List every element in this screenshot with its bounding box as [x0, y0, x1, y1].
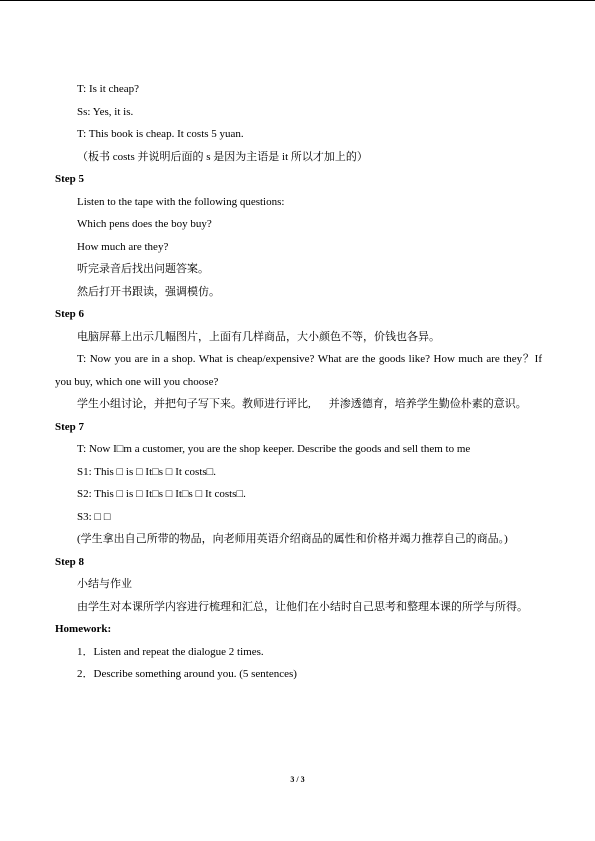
step-7-line: S1: This □ is □ It□s □ It costs□.: [77, 465, 217, 478]
step-6-heading: Step 6: [55, 308, 85, 320]
step-6-line: 电脑屏幕上出示几幅图片，上面有几样商品，大小颜色不等，价钱也各异。: [77, 330, 440, 343]
step-6-paragraph: [55, 393, 542, 416]
step-5-line: 然后打开书跟读，强调模仿。: [77, 285, 220, 298]
step-8-heading: Step 8: [55, 555, 85, 568]
homework-item: 1．Listen and repeat the dialogue 2 times.: [77, 645, 264, 658]
step-6-text: 并渗透德育，培养学生勤俭朴素的意识。: [328, 398, 527, 410]
step-5-question: Which pens does the boy buy?: [77, 218, 212, 230]
header-rule: [0, 0, 595, 1]
dialogue-line: T: This book is cheap. It costs 5 yuan.: [77, 128, 244, 140]
dialogue-line: T: Is it cheap?: [77, 83, 140, 95]
homework-heading: Homework:: [55, 623, 112, 635]
page-number: 3 / 3: [290, 775, 305, 784]
step-8-paragraph: 由学生对本课所学内容进行梳理和汇总，让他们在小结时自己思考和整理本课的所学与所得。: [77, 600, 528, 613]
step-8-line: 小结与作业: [77, 578, 132, 590]
board-note: （板书 costs 并说明后面的 s 是因为主语是 it 所以才加上的）: [77, 150, 368, 163]
step-5-question: How much are they?: [77, 240, 169, 253]
dialogue-line: Ss: Yes, it is.: [77, 105, 134, 118]
step-7-line: S3: □ □: [77, 510, 111, 523]
step-6-text: 学生小组讨论，并把句子写下来。教师进行评比,: [77, 398, 311, 410]
step-7-heading: Step 7: [55, 420, 85, 433]
homework-item: 2．Describe something around you. (5 sentences): [77, 668, 297, 680]
document-body: [55, 78, 542, 686]
step-7-line: T: Now I□m a customer, you are the shop keeper. Describe the goods and sell them to me: [77, 443, 471, 455]
step-6-paragraph: T: Now you are in a shop. What is cheap/expensive? What are the goods like? How much are they？If you buy, which one will you choose?: [55, 353, 542, 388]
step-7-line: S2: This □ is □ It□s □ It□s □ It costs□.: [77, 488, 246, 500]
step-5-line: Listen to the tape with the following questions:: [77, 195, 285, 208]
step-5-line: 听完录音后找出问题答案。: [77, 263, 209, 275]
step-7-paragraph: (学生拿出自己所带的物品，向老师用英语介绍商品的属性和价格并竭力推荐自己的商品。): [77, 533, 508, 545]
step-5-heading: Step 5: [55, 173, 85, 185]
